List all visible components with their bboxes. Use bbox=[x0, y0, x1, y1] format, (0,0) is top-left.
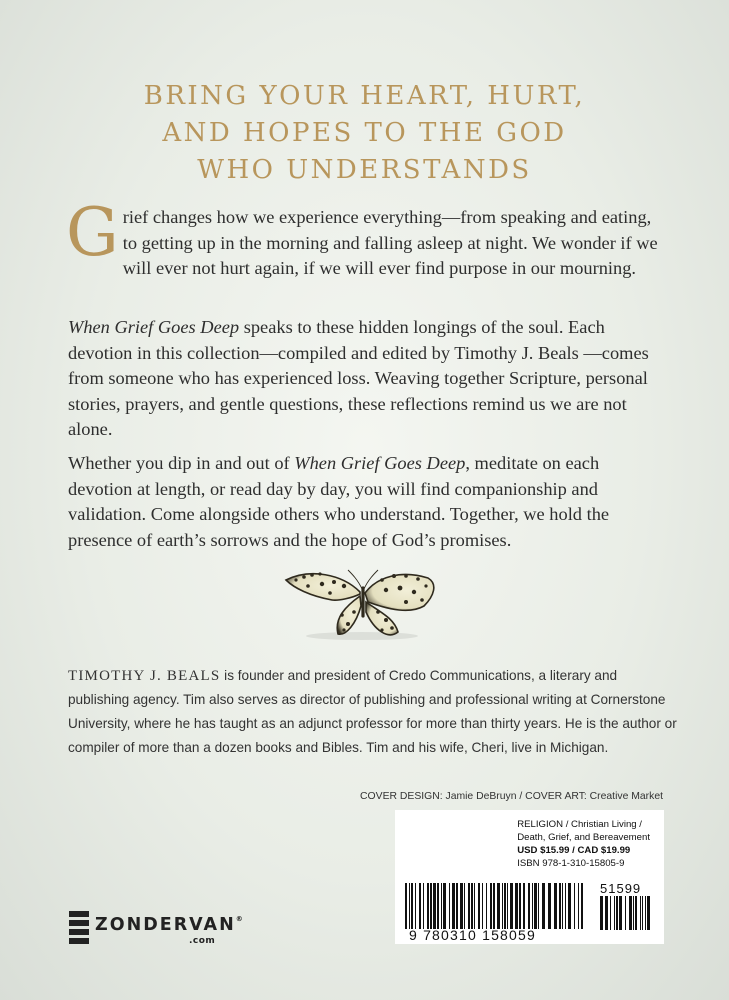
description-paragraph-1 bbox=[66, 194, 668, 282]
barcode-bar bbox=[441, 883, 442, 929]
barcode-info bbox=[517, 818, 650, 870]
barcode-bar bbox=[619, 896, 622, 930]
barcode-bar bbox=[504, 883, 506, 929]
barcode-bar bbox=[409, 883, 410, 929]
barcode-bar bbox=[616, 896, 618, 930]
book-title: When Grief Goes Deep bbox=[68, 317, 240, 337]
barcode-panel bbox=[395, 810, 664, 944]
headline-line-1: BRING YOUR HEART, HURT, bbox=[143, 81, 586, 111]
barcode-bar bbox=[534, 883, 537, 929]
isbn: ISBN 978-1-310-15805-9 bbox=[517, 858, 625, 869]
barcode-bar bbox=[415, 883, 416, 929]
barcode-bar bbox=[423, 883, 424, 929]
price-barcode bbox=[600, 896, 652, 930]
description-paragraph-2 bbox=[68, 315, 668, 443]
barcode-bar bbox=[538, 883, 539, 929]
barcode-bar bbox=[642, 896, 643, 930]
barcode-bar bbox=[519, 883, 521, 929]
author-bio-text: is founder and president of Credo Communications, a literary and publishing agency. Tim also serves as director of publishing and professional writing at Cornerstone University, where he has taught as an adjunct professor for more than thirty years. He is the author or compiler of more than a dozen books and Bibles. Tim and his wife, Cheri, live in Michigan. bbox=[68, 668, 677, 755]
barcode-bar bbox=[548, 883, 551, 929]
registered-mark: ® bbox=[235, 915, 243, 923]
barcode-bar bbox=[614, 896, 615, 930]
barcode-bar bbox=[647, 896, 650, 930]
publisher-name-text: ZONDERVAN bbox=[95, 915, 236, 935]
barcode-bar bbox=[482, 883, 483, 929]
barcode-bar bbox=[629, 896, 632, 930]
barcode-bar bbox=[486, 883, 487, 929]
headline bbox=[0, 78, 729, 189]
barcode-bar bbox=[493, 883, 495, 929]
barcode-bar bbox=[502, 883, 503, 929]
barcode-bar bbox=[437, 883, 439, 929]
barcode-bar bbox=[562, 883, 563, 929]
barcode-digits: 9 780310 158059 bbox=[409, 927, 536, 943]
description-paragraph-3 bbox=[68, 451, 668, 553]
publisher-name bbox=[95, 915, 243, 935]
barcode-bar bbox=[605, 896, 608, 930]
barcode-bar bbox=[471, 883, 473, 929]
author-bio bbox=[68, 664, 680, 760]
paragraph-1-text: rief changes how we experience everything—from speaking and eating, to getting up in the morning and falling asleep at night. We wonder if we will ever not hurt again, if we will ever find purpose in our mourning. bbox=[122, 207, 658, 278]
barcode-bar bbox=[542, 883, 545, 929]
author-name: TIMOTHY J. BEALS bbox=[68, 668, 221, 684]
barcode-bar bbox=[497, 883, 500, 929]
barcode-bar bbox=[528, 883, 530, 929]
barcode-bar bbox=[468, 883, 470, 929]
barcode-bar bbox=[449, 883, 450, 929]
barcode-bar bbox=[578, 883, 579, 929]
zondervan-logo-icon bbox=[69, 911, 89, 947]
barcode-bar bbox=[581, 883, 583, 929]
barcode-bar bbox=[515, 883, 518, 929]
ean-barcode bbox=[405, 883, 585, 929]
book-title: When Grief Goes Deep bbox=[294, 453, 466, 473]
paragraph-3-text-b: , meditate on each devotion at length, or read day by day, you will find companionship and validation. Come alongside others who understand. Together, we hold the presence of earth’s sorrows and the hope of God’s promises. bbox=[68, 453, 610, 550]
headline-line-2: AND HOPES TO THE GOD bbox=[162, 118, 567, 148]
barcode-bar bbox=[405, 883, 407, 929]
barcode-bar bbox=[419, 883, 421, 929]
barcode-bar bbox=[411, 883, 413, 929]
barcode-bar bbox=[574, 883, 575, 929]
barcode-bar bbox=[532, 883, 533, 929]
paragraph-2-text: speaks to these hidden longings of the soul. Each devotion in this collection—compiled and edited by Timothy J. Beals —comes from someone who has experienced loss. Weaving together Scripture, personal stories, prayers, and gentle questions, these reflections remind us we are not alone. bbox=[68, 317, 649, 439]
barcode-bar bbox=[640, 896, 641, 930]
price-code: 51599 bbox=[600, 881, 642, 896]
barcode-bar bbox=[645, 896, 646, 930]
barcode-bar bbox=[430, 883, 432, 929]
paragraph-3-text-a: Whether you dip in and out of bbox=[68, 453, 295, 473]
barcode-bar bbox=[433, 883, 436, 929]
barcode-bar bbox=[427, 883, 429, 929]
barcode-bar bbox=[625, 896, 626, 930]
barcode-bar bbox=[554, 883, 557, 929]
publisher-domain: .com bbox=[189, 936, 216, 946]
category-line-2: Death, Grief, and Bereavement bbox=[517, 832, 650, 843]
category-line-1: RELIGION / Christian Living / bbox=[517, 819, 642, 830]
barcode-bar bbox=[490, 883, 492, 929]
barcode-bar bbox=[474, 883, 475, 929]
barcode-bar bbox=[464, 883, 465, 929]
barcode-bar bbox=[568, 883, 571, 929]
barcode-bar bbox=[510, 883, 513, 929]
headline-line-3: WHO UNDERSTANDS bbox=[197, 155, 532, 185]
barcode-bar bbox=[610, 896, 611, 930]
barcode-bar bbox=[452, 883, 455, 929]
barcode-bar bbox=[600, 896, 603, 930]
barcode-bar bbox=[635, 896, 637, 930]
barcode-bar bbox=[523, 883, 525, 929]
cover-credits: COVER DESIGN: Jamie DeBruyn / COVER ART: Creative Market bbox=[360, 791, 663, 802]
barcode-bar bbox=[507, 883, 508, 929]
barcode-bar bbox=[443, 883, 446, 929]
barcode-bar bbox=[633, 896, 634, 930]
barcode-bar bbox=[456, 883, 458, 929]
drop-cap: G bbox=[66, 194, 119, 271]
butterfly-illustration bbox=[282, 560, 442, 642]
price: USD $15.99 / CAD $19.99 bbox=[517, 845, 631, 856]
barcode-bar bbox=[478, 883, 480, 929]
barcode-bar bbox=[460, 883, 463, 929]
barcode-bar bbox=[559, 883, 561, 929]
barcode-bar bbox=[565, 883, 566, 929]
